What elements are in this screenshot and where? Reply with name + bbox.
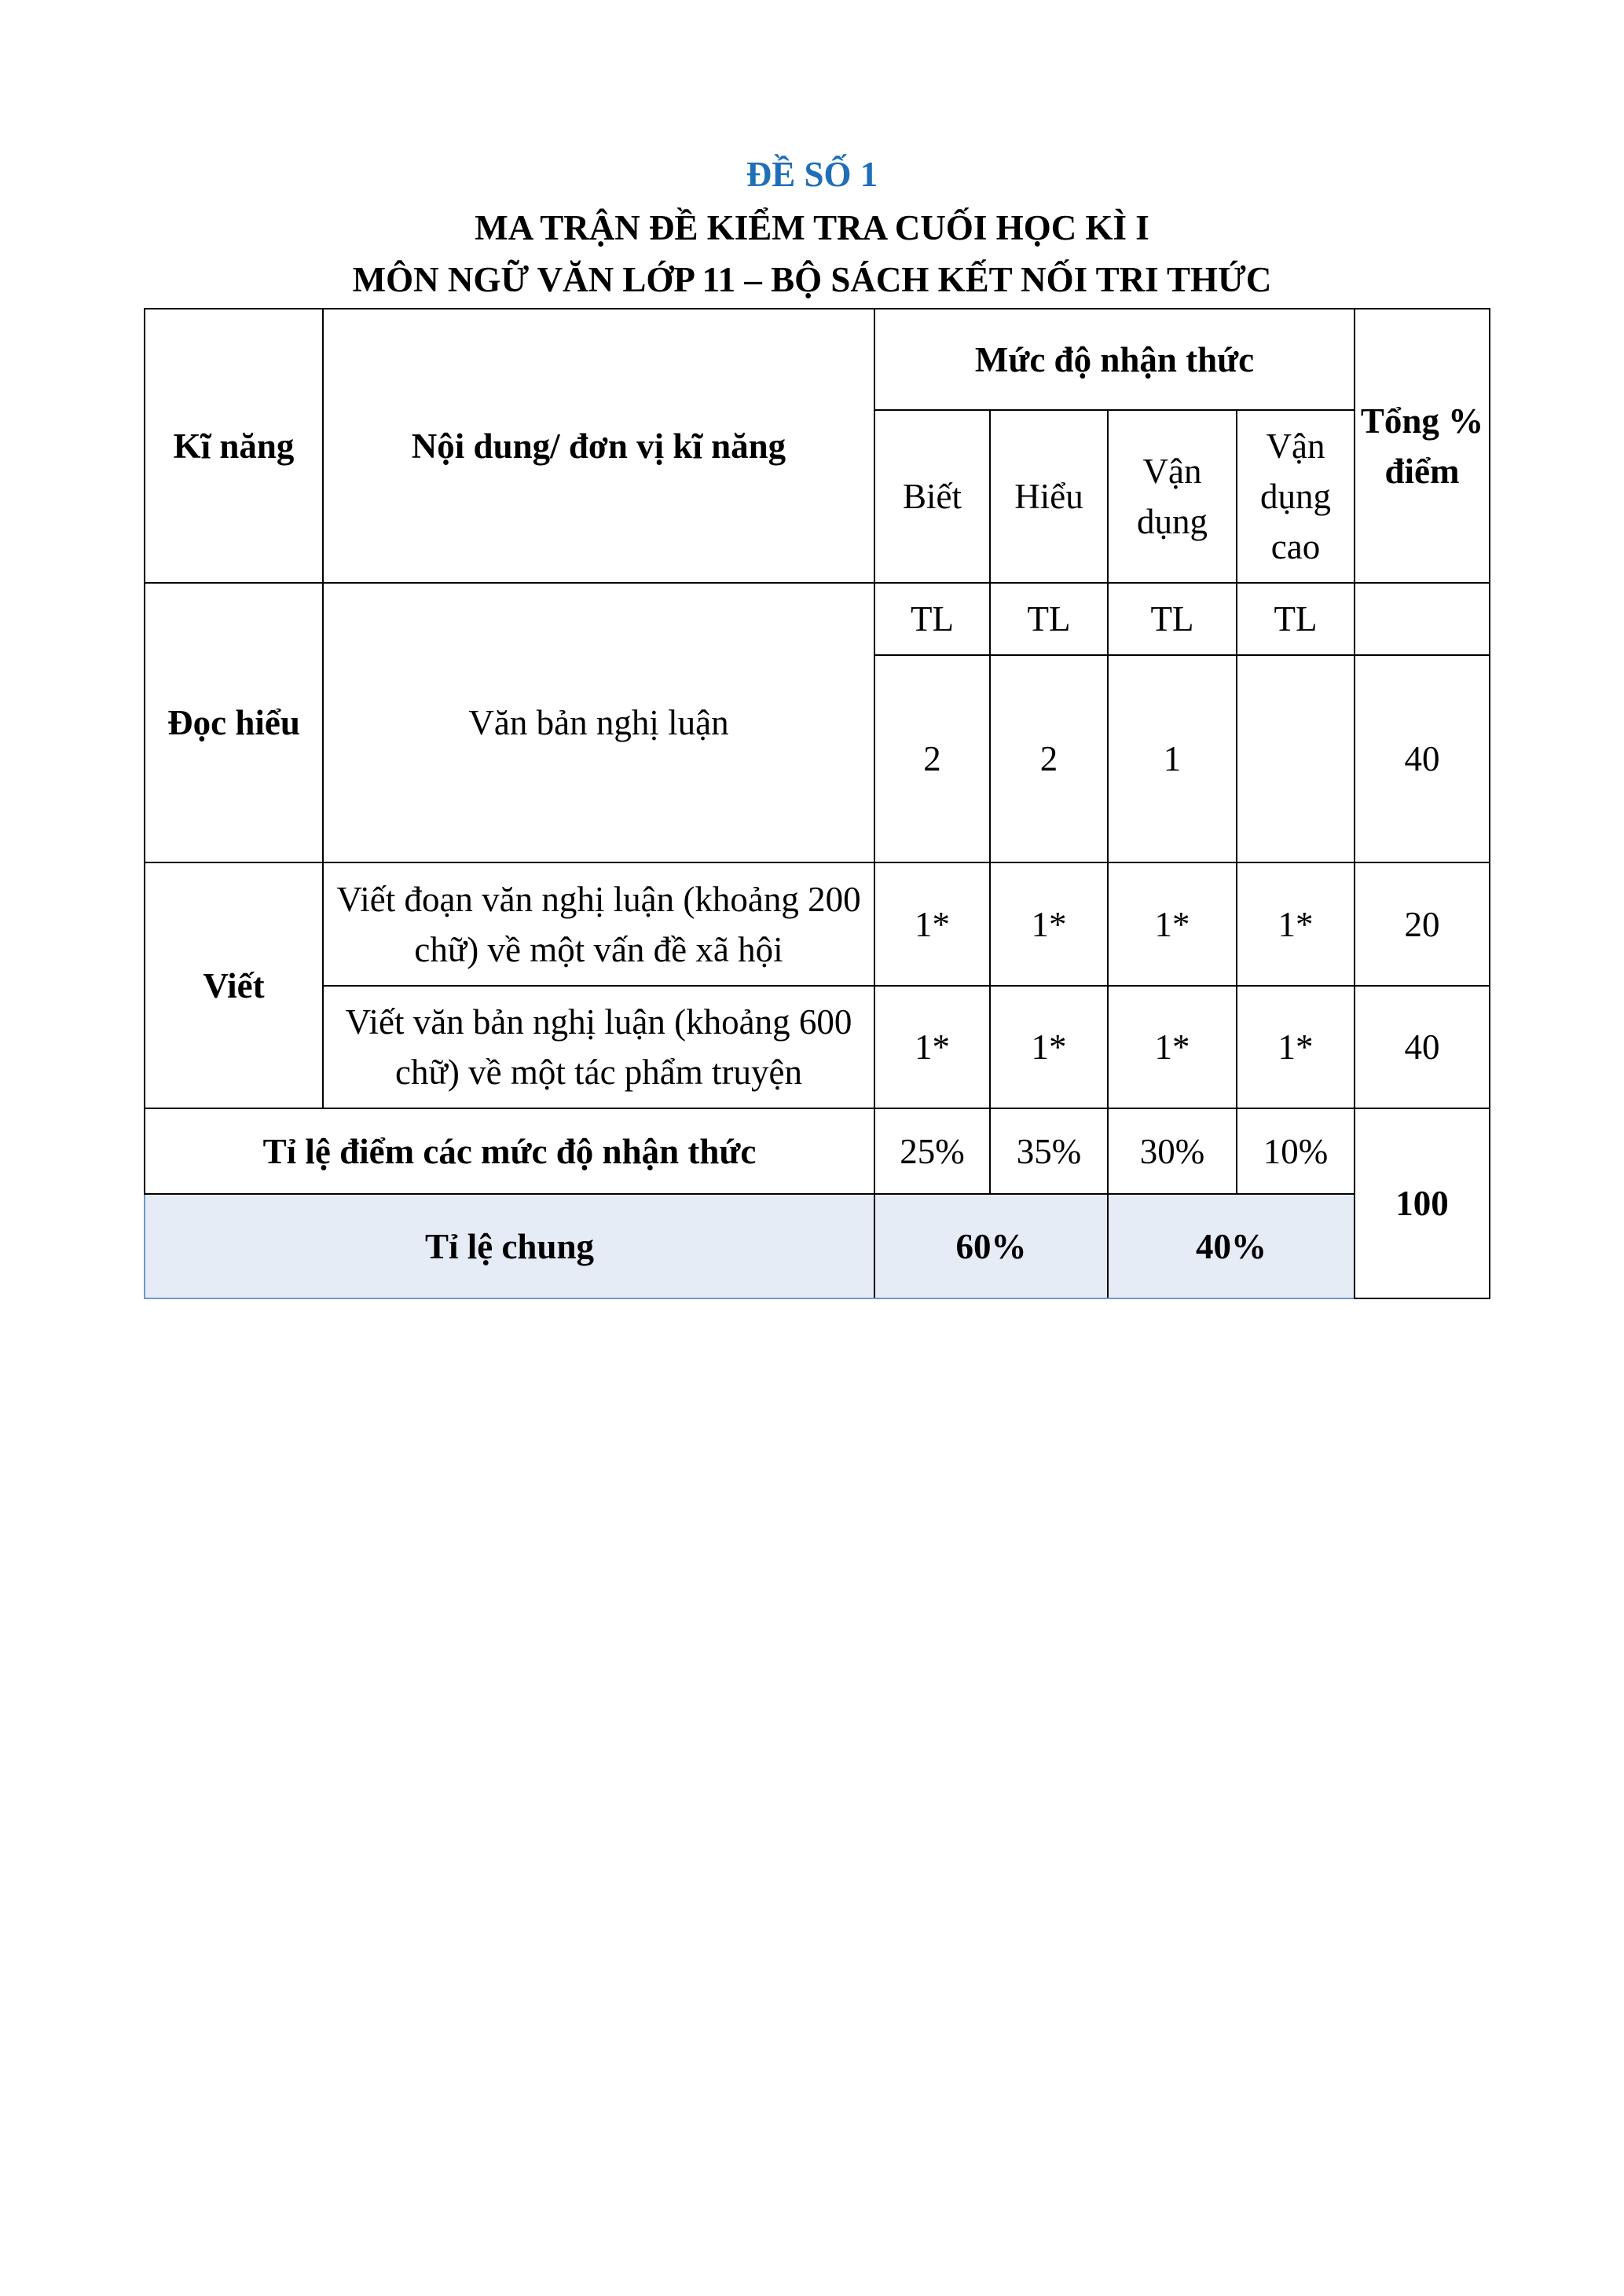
reading-format-row — [145, 583, 1490, 655]
level-ratio-label: Tỉ lệ điểm các mức độ nhận thức — [145, 1108, 874, 1194]
format-cell: TL — [990, 583, 1108, 655]
skill-reading: Đọc hiểu — [145, 583, 323, 862]
ratio-cell: 10% — [1237, 1108, 1355, 1194]
count-cell: 2 — [990, 655, 1108, 862]
format-cell: TL — [1108, 583, 1237, 655]
header-level-apply-high: Vận dụng cao — [1237, 410, 1355, 583]
reading-total: 40 — [1355, 655, 1490, 862]
writing-row-2 — [145, 986, 1490, 1108]
writing-1-total: 20 — [1355, 862, 1490, 986]
general-ratio-label: Tỉ lệ chung — [145, 1194, 874, 1298]
header-content: Nội dung/ đơn vị kĩ năng — [323, 309, 874, 583]
count-cell: 1* — [874, 862, 990, 986]
count-cell: 1* — [874, 986, 990, 1108]
general-ratio-row — [145, 1194, 1490, 1298]
header-skill: Kĩ năng — [145, 309, 323, 583]
count-cell: 1* — [1108, 986, 1237, 1108]
general-ratio-value: 60% — [874, 1194, 1108, 1298]
header-level-understand: Hiểu — [990, 410, 1108, 583]
skill-writing: Viết — [145, 862, 323, 1108]
count-cell: 1 — [1108, 655, 1237, 862]
format-total-cell — [1355, 583, 1490, 655]
header-total: Tổng % điểm — [1355, 309, 1490, 583]
document-title: MA TRẬN ĐỀ KIỂM TRA CUỐI HỌC KÌ I — [475, 208, 1149, 247]
header-level-apply: Vận dụng — [1108, 410, 1237, 583]
level-ratio-row — [145, 1108, 1490, 1194]
count-cell: 2 — [874, 655, 990, 862]
exam-matrix-table — [144, 308, 1490, 1299]
general-ratio-value: 40% — [1108, 1194, 1355, 1298]
count-cell — [1237, 655, 1355, 862]
ratio-cell: 25% — [874, 1108, 990, 1194]
count-cell: 1* — [1237, 862, 1355, 986]
ratio-cell: 35% — [990, 1108, 1108, 1194]
ratio-cell: 30% — [1108, 1108, 1237, 1194]
count-cell: 1* — [1237, 986, 1355, 1108]
count-cell: 1* — [990, 862, 1108, 986]
format-cell: TL — [1237, 583, 1355, 655]
writing-row-1 — [145, 862, 1490, 986]
content-reading: Văn bản nghị luận — [323, 583, 874, 862]
header-row-1 — [145, 309, 1490, 410]
header-level-know: Biết — [874, 410, 990, 583]
document-subtitle: MÔN NGỮ VĂN LỚP 11 – BỘ SÁCH KẾT NỐI TRI THỨC — [352, 260, 1272, 299]
content-writing-1: Viết đoạn văn nghị luận (khoảng 200 chữ) về một vấn đề xã hội — [323, 862, 874, 986]
header-level-group: Mức độ nhận thức — [874, 309, 1355, 410]
count-cell: 1* — [1108, 862, 1237, 986]
content-writing-2: Viết văn bản nghị luận (khoảng 600 chữ) về một tác phẩm truyện — [323, 986, 874, 1108]
format-cell: TL — [874, 583, 990, 655]
writing-2-total: 40 — [1355, 986, 1490, 1108]
grand-total: 100 — [1355, 1108, 1490, 1298]
exam-number: ĐỀ SỐ 1 — [746, 155, 878, 194]
count-cell: 1* — [990, 986, 1108, 1108]
